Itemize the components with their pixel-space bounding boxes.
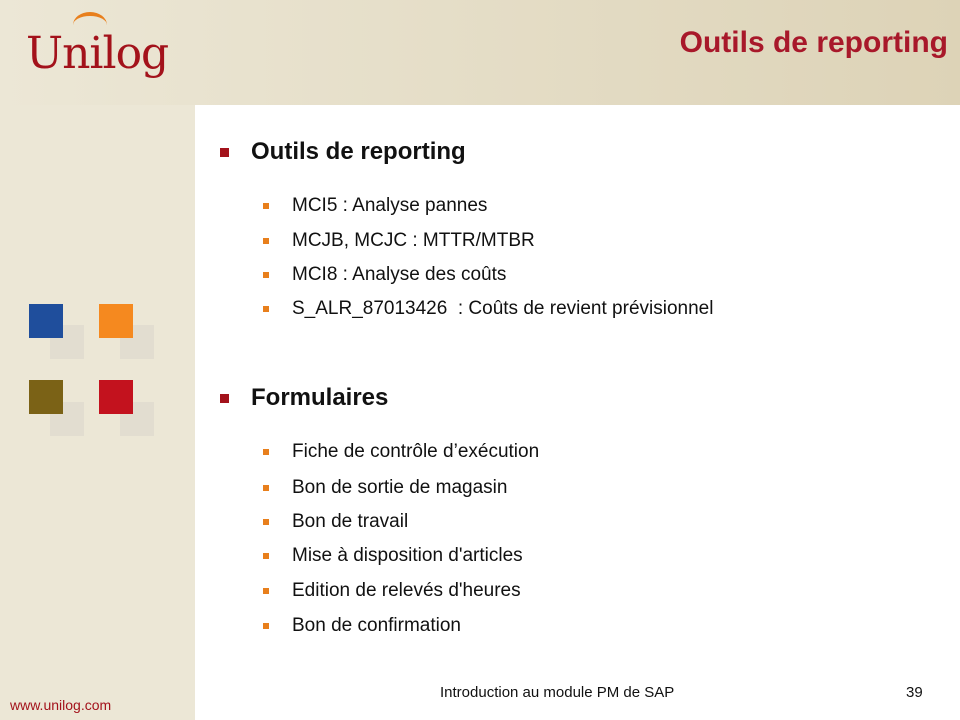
footer-url-link[interactable]: www.unilog.com [10,697,112,713]
list-item-text: Bon de sortie de magasin [292,477,508,498]
list-item [263,230,535,252]
section-heading [220,138,466,166]
list-item [263,511,408,533]
logo: Unilog [26,28,169,79]
list-item [263,615,461,637]
list-item-text: Bon de confirmation [292,615,461,636]
tile-olive [29,380,63,414]
tile-red [99,380,133,414]
list-item-text: S_ALR_87013426 : Coûts de revient prévisionnel [292,298,714,319]
square-bullet-icon [263,553,269,559]
list-item-text: Bon de travail [292,511,409,532]
list-item [263,264,506,286]
slide-title: Outils de reporting [679,26,948,59]
list-item [263,195,487,217]
square-bullet-icon [263,203,269,209]
square-bullet-icon [263,449,269,455]
square-bullet-icon [263,306,269,312]
tile-orange [99,304,133,338]
section-heading [220,384,388,412]
list-item [263,545,523,567]
square-bullet-icon [263,519,269,525]
list-item-text: Mise à disposition d'articles [292,545,523,566]
section-heading-text: Outils de reporting [251,138,466,165]
list-item [263,477,507,499]
square-bullet-icon [263,272,269,278]
square-bullet-icon [263,485,269,491]
footer-caption: Introduction au module PM de SAP [440,684,675,701]
list-item-text: MCI5 : Analyse pannes [292,195,488,216]
list-item-text: MCI8 : Analyse des coûts [292,264,507,285]
list-item-text: Edition de relevés d'heures [292,580,521,601]
square-bullet-icon [263,588,269,594]
list-item [263,298,713,320]
list-item-text: MCJB, MCJC : MTTR/MTBR [292,230,535,251]
list-item [263,580,521,602]
square-bullet-icon [220,394,229,403]
list-item [263,441,539,463]
square-bullet-icon [263,238,269,244]
list-item-text: Fiche de contrôle d’exécution [292,441,540,462]
section-heading-text: Formulaires [251,384,389,411]
tile-blue [29,304,63,338]
square-bullet-icon [263,623,269,629]
page-number: 39 [906,684,923,701]
square-bullet-icon [220,148,229,157]
